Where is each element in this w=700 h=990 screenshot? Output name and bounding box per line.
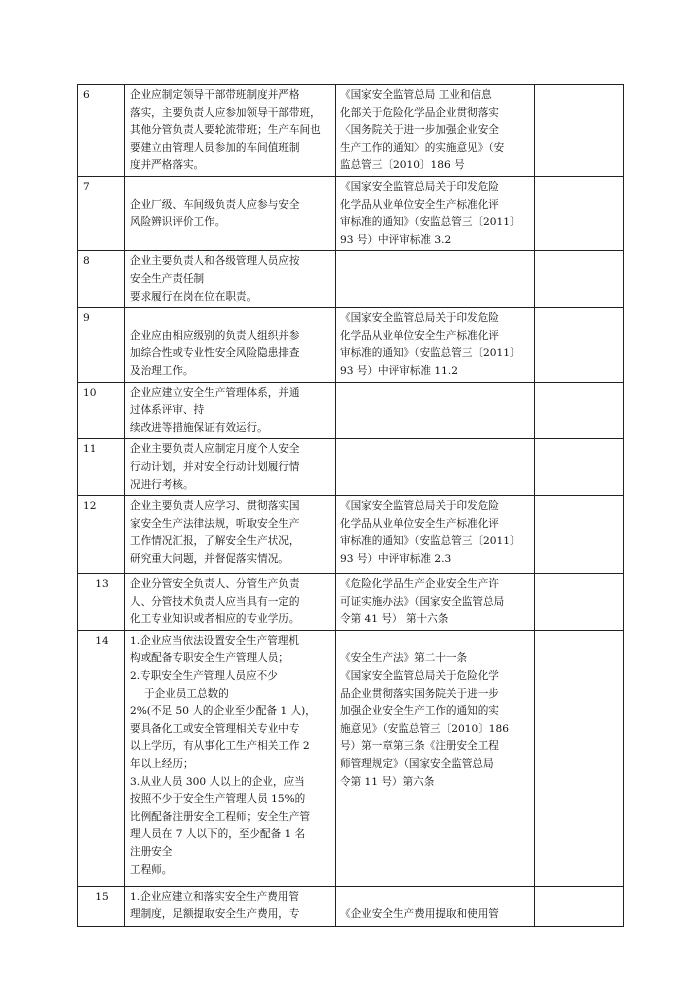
reference-cell: 《国家安全监管总局 工业和信息 化部关于危险化学品企业贯彻落实 〈国务院关于进一步加强企业安全 生产工作的通知〉的实施意见》（安 监总管三〔2010〕186 号: [336, 85, 535, 177]
table-row: [78, 886, 624, 926]
remarks-cell: [535, 85, 624, 177]
table-row: [78, 308, 624, 382]
reference-cell: 《企业安全生产费用提取和使用管: [336, 886, 535, 926]
requirements-table: [77, 84, 624, 927]
requirement-cell: 企业主要负责人和各级管理人员应按 安全生产责任制 要求履行在岗在位在职责。: [125, 251, 336, 308]
row-number: 13: [78, 574, 125, 631]
reference-cell: 《国家安全监管总局关于印发危险 化学品从业单位安全生产标准化评 审标准的通知》（安监总管三〔2011〕 93 号）中评审标准 11.2: [336, 308, 535, 382]
row-number: 11: [78, 439, 125, 496]
reference-cell: 《国家安全监管总局关于印发危险 化学品从业单位安全生产标准化评 审标准的通知》（安监总管三〔2011〕 93 号）中评审标准 3.2: [336, 177, 535, 251]
reference-cell: 《危险化学品生产企业安全生产许 可证实施办法》（国家安全监管总局 令第 41 号） 第十六条: [336, 574, 535, 631]
row-number: 9: [78, 308, 125, 382]
remarks-cell: [535, 574, 624, 631]
row-number: 12: [78, 496, 125, 574]
requirement-cell: 企业应由相应级别的负责人组织并参 加综合性或专业性安全风险隐患排查 及治理工作。: [125, 308, 336, 382]
table-row: [78, 382, 624, 439]
table-row: [78, 574, 624, 631]
remarks-cell: [535, 630, 624, 886]
remarks-cell: [535, 439, 624, 496]
reference-cell: [336, 439, 535, 496]
reference-cell: 《安全生产法》第二十一条 《国家安全监管总局关于危险化学 品企业贯彻落实国务院关于进一步 加强企业安全生产工作的通知的实 施意见》（安监总管三〔2010〕186 号）第一章第三条《注册安全工程 师管理规定》（国家安全监管总局 令第 11 号）第六条: [336, 630, 535, 886]
requirement-cell: 企业厂级、车间级负责人应参与安全 风险辨识评价工作。: [125, 177, 336, 251]
requirement-cell: 企业分管安全负责人、分管生产负责 人、分管技术负责人应当具有一定的 化工专业知识或者相应的专业学历。: [125, 574, 336, 631]
remarks-cell: [535, 382, 624, 439]
requirement-cell: 1.企业应建立和落实安全生产费用管 理制度，足额提取安全生产费用，专: [125, 886, 336, 926]
row-number: 15: [78, 886, 125, 926]
table-row: [78, 439, 624, 496]
reference-cell: 《国家安全监管总局关于印发危险 化学品从业单位安全生产标准化评 审标准的通知》（安监总管三〔2011〕 93 号）中评审标准 2.3: [336, 496, 535, 574]
table-row: [78, 496, 624, 574]
table-row: [78, 630, 624, 886]
remarks-cell: [535, 886, 624, 926]
remarks-cell: [535, 251, 624, 308]
row-number: 10: [78, 382, 125, 439]
remarks-cell: [535, 308, 624, 382]
requirement-cell: 企业主要负责人应制定月度个人安全 行动计划，并对安全行动计划履行情 况进行考核。: [125, 439, 336, 496]
requirement-cell: 1.企业应当依法设置安全生产管理机 构或配备专职安全生产管理人员； 2.专职安全生产管理人员应不少 于企业员工总数的 2%(不足 50 人的企业至少配备 1 人)， 要具备化工或安全管理相关专业中专 以上学历，有从事化工生产相关工作 2 年以上经历； 3.从业人员 300 人以上的企业，应当 按照不少于安全生产管理人员 15%的 比例配备注册安全工程师；安全生产管 理人员在 7 人以下的，至少配备 1 名 注册安全 工程师。: [125, 630, 336, 886]
row-number: 8: [78, 251, 125, 308]
reference-cell: [336, 382, 535, 439]
requirement-cell: 企业应制定领导干部带班制度并严格 落实，主要负责人应参加领导干部带班， 其他分管负责人要轮流带班；生产车间也 要建立由管理人员参加的车间值班制 度并严格落实。: [125, 85, 336, 177]
row-number: 14: [78, 630, 125, 886]
table-row: [78, 251, 624, 308]
table-row: [78, 177, 624, 251]
row-number: 7: [78, 177, 125, 251]
table-row: [78, 85, 624, 177]
remarks-cell: [535, 177, 624, 251]
remarks-cell: [535, 496, 624, 574]
requirement-cell: 企业主要负责人应学习、贯彻落实国 家安全生产法律法规，听取安全生产 工作情况汇报，了解安全生产状况， 研究重大问题，并督促落实情况。: [125, 496, 336, 574]
row-number: 6: [78, 85, 125, 177]
requirement-cell: 企业应建立安全生产管理体系，并通 过体系评审、持 续改进等措施保证有效运行。: [125, 382, 336, 439]
reference-cell: [336, 251, 535, 308]
